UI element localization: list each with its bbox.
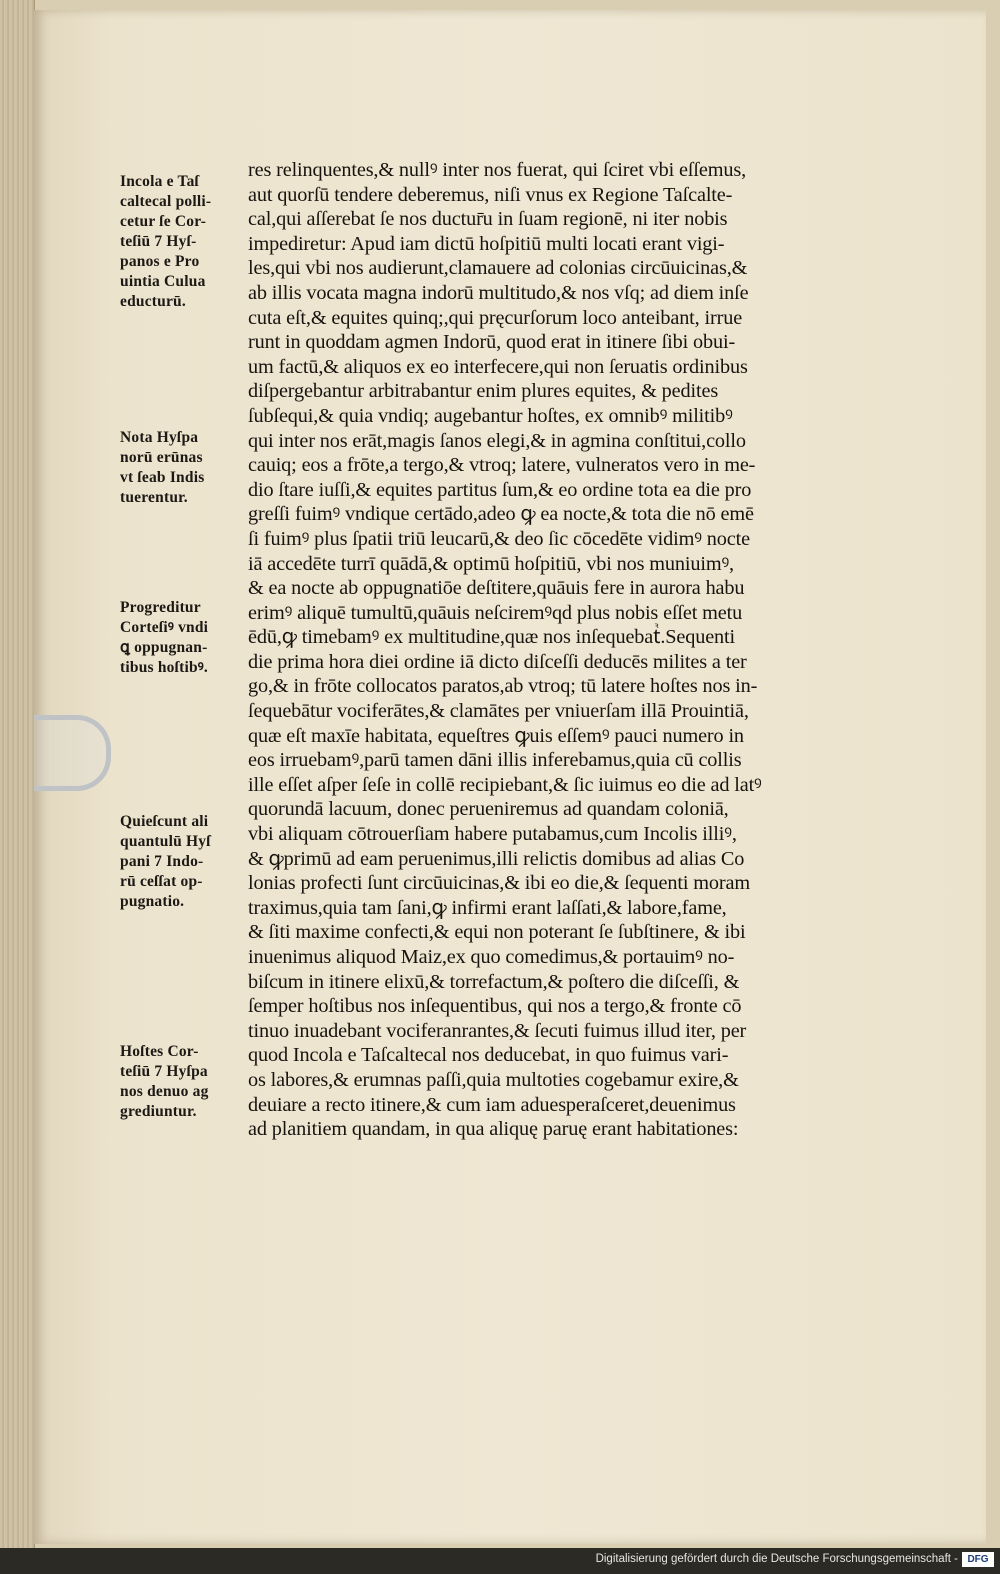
margin-note-line: grediuntur. (120, 1103, 197, 1120)
footer-credit: Digitalisierung gefördert durch die Deutsche Forschungsgemeinschaft - (595, 1553, 958, 1565)
margin-note-line: pani 7 Indo- (120, 853, 204, 870)
text-line: aut quorſū tendere deberemus, niſi vnus ex Regione Taſcalte- (248, 183, 733, 206)
text-line: res relinquentes,& nullꝰ inter nos fuerat, qui ſciret vbi eſſemus, (248, 159, 746, 181)
main-text-block (248, 158, 860, 1142)
text-line: quorundā lacuum, donec perueniremus ad quandam coloniā, (248, 798, 729, 821)
text-line: biſcum in itinere elixū,& torrefactum,& poſtero die diſceſſi, & (248, 970, 740, 993)
text-line: les,qui vbi nos audierunt,clamauere ad colonias circūuicinas,& (248, 257, 748, 280)
margin-note-line: vt ſeab Indis (120, 469, 205, 486)
margin-note (120, 598, 250, 678)
text-line: quæ eſt maxīe habitata, equeſtres ꝙuis eſſemꝰ pauci numero in (248, 724, 744, 747)
text-line: greſſi fuimꝰ vndique certādo,adeo ꝙ ea nocte,& tota die nō emē (248, 503, 754, 526)
text-line: diſpergebantur arbitrabantur enim plures equites, & pedites (248, 380, 719, 403)
margin-note-line: tuerentur. (120, 489, 188, 506)
margin-note-line: nos denuo ag (120, 1083, 209, 1100)
margin-note-line: Quieſcunt ali (120, 813, 209, 830)
text-line: ille eſſet aſper ſeſe in collē recipiebant,& ſic iuimus eo die ad latꝰ (248, 773, 762, 796)
margin-note-line: pugnatio. (120, 893, 185, 910)
text-line: & ꝙprimū ad eam peruenimus,illi relictis domibus ad alias Co (248, 847, 745, 870)
margin-note-line: educturū. (120, 293, 186, 310)
margin-note (120, 1042, 250, 1122)
text-line: & ſiti maxime confecti,& equi non poterant ſe ſubſtinere, & ibi (248, 921, 746, 944)
margin-note-line: uintia Culua (120, 273, 206, 290)
text-line: erimꝰ aliquē tumultū,quāuis neſciremꝰqd plus nobis eſſet metu (248, 601, 743, 624)
text-line: quod Incola e Taſcaltecal nos deducebat, in quo fuimus vari- (248, 1044, 729, 1067)
text-line: impediretur: Apud iam dictū hoſpitiū multi locati erant vigi- (248, 232, 725, 255)
margin-note-line: tibus hoſtibꝰ. (120, 659, 208, 676)
text-line: inuenimus aliquod Maiz,ex quo comedimus,& portauimꝰ no- (248, 946, 735, 968)
text-line: die prima hora diei ordine iā dicto diſceſſi deducēs milites a ter (248, 650, 747, 673)
margin-note-line: teſiū 7 Hyſpa (120, 1063, 208, 1080)
footer-bar (0, 1548, 1000, 1574)
text-line: go,& in frōte collocatos paratos,ab vtroq; tū latere hoſtes nos in- (248, 675, 758, 698)
text-line: qui inter nos erāt,magis ſanos elegi,& in agmina conſtitui,collo (248, 429, 746, 452)
margin-note-line: Nota Hyſpa (120, 429, 199, 446)
margin-note-line: Corteſiꝰ vndi (120, 619, 209, 636)
margin-note-line: quantulū Hyſ (120, 833, 211, 850)
margin-note (120, 812, 250, 912)
margin-note-line: norū erūnas (120, 449, 203, 466)
text-line: cuta eſt,& equites quinq;,qui pręcurſorum loco anteibant, irrue (248, 306, 743, 329)
margin-note-line: panos e Pro (120, 253, 200, 270)
dfg-logo: DFG (962, 1552, 994, 1567)
text-line: deuiare a recto itinere,& cum iam aduesperaſceret,deuenimus (248, 1093, 736, 1116)
text-line: vbi aliquam cōtrouerſiam habere putabamus,cum Incolis illiꝰ, (248, 823, 737, 846)
margin-note-line: Hoſtes Cor- (120, 1043, 199, 1060)
text-line: dio ſtare iuſſi,& equites partitus ſum,& eo ordine tota ea die pro (248, 478, 752, 501)
text-line: ſubſequi,& quia vndiq; augebantur hoſtes, ex omnibꝰ militibꝰ (248, 404, 733, 427)
text-line: os labores,& erumnas paſſi,quia multoties cogebamur exire,& (248, 1068, 739, 1091)
text-line: ēdū,ꝙ timebamꝰ ex multitudine,quæ nos inſequebatᷣ.Sequenti (248, 626, 736, 649)
paper-clip (34, 715, 111, 791)
text-line: & ea nocte ab oppugnatiōe deſtitere,quāuis fere in aurora habu (248, 577, 745, 600)
text-line: ſi fuimꝰ plus ſpatii triū leucarū,& deo ſic cōcedēte vidimꝰ nocte (248, 527, 750, 550)
text-line: cauiq; eos a frōte,a tergo,& vtroq; latere, vulneratos vero in me- (248, 454, 756, 477)
text-line: lonias profecti ſunt circūuicinas,& ibi eo die,& ſequenti moram (248, 872, 750, 895)
text-line: runt in quoddam agmen Indorū, quod erat in itinere ſibi obui- (248, 331, 736, 354)
text-line: traximus,quia tam ſani,ꝙ infirmi erant laſſati,& labore,fame, (248, 896, 727, 919)
text-line: ab illis vocata magna indorū multitudo,& nos vſq; ad diem inſe (248, 281, 749, 304)
text-line: tinuo inuadebant vociferanrantes,& ſecuti fuimus illud iter, per (248, 1019, 747, 1042)
margin-note-line: rū ceſſat op- (120, 873, 203, 890)
margin-note-line: teſiū 7 Hyſ- (120, 233, 197, 250)
text-line: ſequebātur vociferātes,& clamātes per vniuerſam illā Prouintiā, (248, 700, 749, 723)
text-line: ad planitiem quandam, in qua aliquę paruę erant habitationes: (248, 1118, 739, 1141)
text-line: iā accedēte turrī quādā,& optimū hoſpitiū, vbi nos muniuimꝰ, (248, 552, 734, 575)
margin-note-line: cetur ſe Cor- (120, 213, 207, 230)
text-line: ſemper hoſtibus nos inſequentibus, qui nos a tergo,& fronte cō (248, 995, 742, 1018)
margin-note-line: caltecal polli- (120, 193, 212, 210)
text-line: cal,qui aſſerebat ſe nos ductur̄u in ſuam regionē, ni iter nobis (248, 208, 728, 231)
page-edges (0, 0, 35, 1548)
margin-note (120, 428, 250, 508)
margin-note (120, 172, 250, 312)
margin-note-line: Progreditur (120, 599, 201, 616)
margin-note-line: ꝗ oppugnan- (120, 639, 208, 656)
text-line: eos irruebamꝰ,parū tamen dāni illis inferebamus,quia cū collis (248, 749, 742, 772)
text-line: um factū,& aliquos ex eo interfecere,qui non ſeruatis ordinibus (248, 355, 748, 378)
margin-note-line: Incola e Taſ (120, 173, 200, 190)
